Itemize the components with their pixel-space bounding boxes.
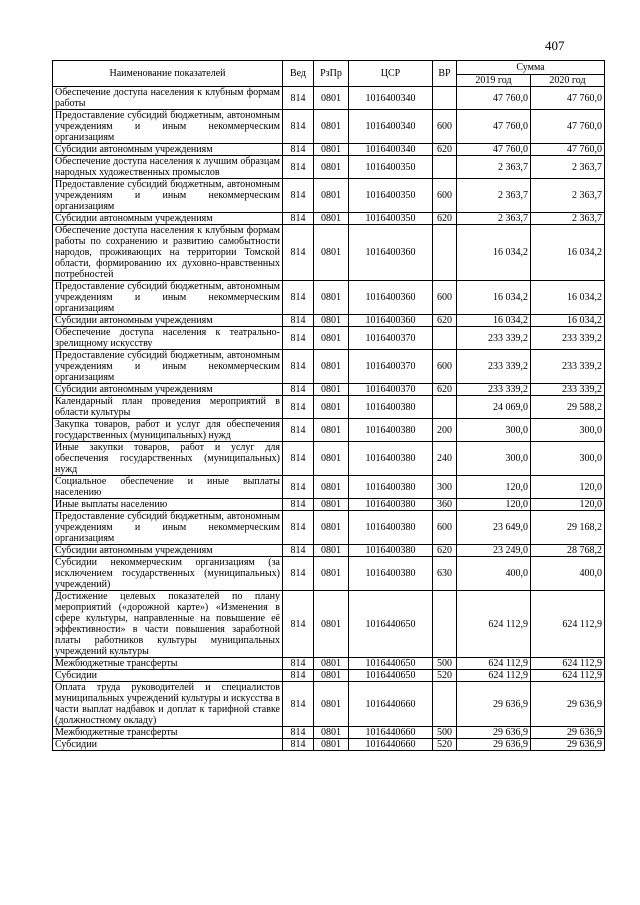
row-ved: 814 bbox=[283, 156, 314, 179]
row-csr: 1016400380 bbox=[349, 499, 433, 511]
row-csr: 1016440650 bbox=[349, 658, 433, 670]
row-name: Иные выплаты населению bbox=[53, 499, 283, 511]
table-row bbox=[53, 396, 605, 419]
row-csr: 1016400370 bbox=[349, 327, 433, 350]
row-ved: 814 bbox=[283, 476, 314, 499]
row-vr: 520 bbox=[433, 739, 457, 751]
table-body bbox=[53, 87, 605, 751]
row-name: Достижение целевых показателей по плану мероприятий («дорожной карте») «Изменения в сфере культуры, направленные на повышение её эффективности» в части повышения заработной платы работников культуры муниципальных учреждений культуры bbox=[53, 591, 283, 658]
row-csr: 1016400360 bbox=[349, 315, 433, 327]
row-sum-2020: 2 363,7 bbox=[531, 213, 605, 225]
row-rzpr: 0801 bbox=[314, 727, 349, 739]
table-row bbox=[53, 110, 605, 144]
row-name: Обеспечение доступа населения к лучшим образцам народных художественных промыслов bbox=[53, 156, 283, 179]
row-sum-2019: 24 069,0 bbox=[457, 396, 531, 419]
row-rzpr: 0801 bbox=[314, 739, 349, 751]
row-vr bbox=[433, 591, 457, 658]
row-vr bbox=[433, 156, 457, 179]
page-number: 407 bbox=[545, 38, 565, 53]
row-ved: 814 bbox=[283, 225, 314, 281]
table-row bbox=[53, 476, 605, 499]
row-sum-2020: 16 034,2 bbox=[531, 225, 605, 281]
row-name: Обеспечение доступа населения к театрально-зрелищному искусству bbox=[53, 327, 283, 350]
row-rzpr: 0801 bbox=[314, 144, 349, 156]
header-vr: ВР bbox=[433, 61, 457, 87]
row-sum-2019: 624 112,9 bbox=[457, 658, 531, 670]
row-csr: 1016400340 bbox=[349, 87, 433, 110]
row-rzpr: 0801 bbox=[314, 281, 349, 315]
table-row bbox=[53, 545, 605, 557]
row-vr: 600 bbox=[433, 179, 457, 213]
row-sum-2019: 29 636,9 bbox=[457, 682, 531, 727]
row-csr: 1016400360 bbox=[349, 281, 433, 315]
row-sum-2019: 400,0 bbox=[457, 557, 531, 591]
row-sum-2020: 624 112,9 bbox=[531, 658, 605, 670]
row-vr: 600 bbox=[433, 350, 457, 384]
row-sum-2020: 2 363,7 bbox=[531, 156, 605, 179]
row-sum-2019: 47 760,0 bbox=[457, 110, 531, 144]
row-vr bbox=[433, 225, 457, 281]
row-sum-2020: 300,0 bbox=[531, 419, 605, 442]
row-csr: 1016400380 bbox=[349, 557, 433, 591]
table-row bbox=[53, 281, 605, 315]
table-row bbox=[53, 144, 605, 156]
row-rzpr: 0801 bbox=[314, 179, 349, 213]
row-csr: 1016440660 bbox=[349, 682, 433, 727]
table-row bbox=[53, 225, 605, 281]
header-ved: Вед bbox=[283, 61, 314, 87]
row-vr bbox=[433, 87, 457, 110]
row-vr: 620 bbox=[433, 144, 457, 156]
row-name: Иные закупки товаров, работ и услуг для обеспечения государственных (муниципальных) нужд bbox=[53, 442, 283, 476]
row-rzpr: 0801 bbox=[314, 384, 349, 396]
row-sum-2019: 23 249,0 bbox=[457, 545, 531, 557]
row-csr: 1016400350 bbox=[349, 179, 433, 213]
row-sum-2019: 624 112,9 bbox=[457, 670, 531, 682]
header-name: Наименование показателей bbox=[53, 61, 283, 87]
row-csr: 1016400380 bbox=[349, 545, 433, 557]
row-name: Субсидии автономным учреждениям bbox=[53, 213, 283, 225]
row-csr: 1016400340 bbox=[349, 110, 433, 144]
header-sum: Сумма bbox=[457, 61, 605, 75]
row-rzpr: 0801 bbox=[314, 442, 349, 476]
table-row bbox=[53, 384, 605, 396]
table-row bbox=[53, 670, 605, 682]
table-row bbox=[53, 327, 605, 350]
table-row bbox=[53, 213, 605, 225]
row-vr: 500 bbox=[433, 727, 457, 739]
row-sum-2019: 300,0 bbox=[457, 442, 531, 476]
row-name: Субсидии некоммерческим организациям (за исключением государственных (муниципальных) учреждений) bbox=[53, 557, 283, 591]
row-ved: 814 bbox=[283, 350, 314, 384]
header-year-2019: 2019 год bbox=[457, 75, 531, 87]
header-rzpr: РзПр bbox=[314, 61, 349, 87]
row-sum-2020: 624 112,9 bbox=[531, 670, 605, 682]
row-sum-2020: 47 760,0 bbox=[531, 110, 605, 144]
table-row bbox=[53, 658, 605, 670]
row-vr: 600 bbox=[433, 110, 457, 144]
row-vr: 200 bbox=[433, 419, 457, 442]
row-rzpr: 0801 bbox=[314, 87, 349, 110]
row-sum-2019: 47 760,0 bbox=[457, 87, 531, 110]
row-vr: 620 bbox=[433, 315, 457, 327]
row-name: Субсидии автономным учреждениям bbox=[53, 384, 283, 396]
row-rzpr: 0801 bbox=[314, 156, 349, 179]
row-ved: 814 bbox=[283, 670, 314, 682]
row-rzpr: 0801 bbox=[314, 658, 349, 670]
row-sum-2020: 233 339,2 bbox=[531, 350, 605, 384]
row-name: Социальное обеспечение и иные выплаты населению bbox=[53, 476, 283, 499]
row-vr: 300 bbox=[433, 476, 457, 499]
row-rzpr: 0801 bbox=[314, 557, 349, 591]
row-name: Предоставление субсидий бюджетным, автономным учреждениям и иным некоммерческим организациям bbox=[53, 281, 283, 315]
table-row bbox=[53, 727, 605, 739]
row-ved: 814 bbox=[283, 511, 314, 545]
row-csr: 1016440650 bbox=[349, 591, 433, 658]
row-ved: 814 bbox=[283, 442, 314, 476]
row-rzpr: 0801 bbox=[314, 419, 349, 442]
row-name: Закупка товаров, работ и услуг для обеспечения государственных (муниципальных) нужд bbox=[53, 419, 283, 442]
row-ved: 814 bbox=[283, 419, 314, 442]
table-row bbox=[53, 156, 605, 179]
row-csr: 1016440650 bbox=[349, 670, 433, 682]
row-rzpr: 0801 bbox=[314, 350, 349, 384]
row-name: Межбюджетные трансферты bbox=[53, 658, 283, 670]
row-name: Субсидии bbox=[53, 670, 283, 682]
table-row bbox=[53, 419, 605, 442]
row-rzpr: 0801 bbox=[314, 110, 349, 144]
row-sum-2019: 233 339,2 bbox=[457, 350, 531, 384]
row-csr: 1016400350 bbox=[349, 156, 433, 179]
row-name: Календарный план проведения мероприятий в области культуры bbox=[53, 396, 283, 419]
row-ved: 814 bbox=[283, 682, 314, 727]
header-csr: ЦСР bbox=[349, 61, 433, 87]
row-sum-2020: 400,0 bbox=[531, 557, 605, 591]
row-sum-2019: 624 112,9 bbox=[457, 591, 531, 658]
row-sum-2020: 624 112,9 bbox=[531, 591, 605, 658]
row-sum-2020: 47 760,0 bbox=[531, 87, 605, 110]
header-year-2020: 2020 год bbox=[531, 75, 605, 87]
row-rzpr: 0801 bbox=[314, 396, 349, 419]
row-name: Субсидии автономным учреждениям bbox=[53, 315, 283, 327]
row-name: Предоставление субсидий бюджетным, автономным учреждениям и иным некоммерческим организациям bbox=[53, 511, 283, 545]
row-csr: 1016400360 bbox=[349, 225, 433, 281]
row-ved: 814 bbox=[283, 499, 314, 511]
row-name: Предоставление субсидий бюджетным, автономным учреждениям и иным некоммерческим организациям bbox=[53, 110, 283, 144]
row-sum-2020: 28 768,2 bbox=[531, 545, 605, 557]
row-ved: 814 bbox=[283, 384, 314, 396]
row-sum-2019: 120,0 bbox=[457, 499, 531, 511]
row-sum-2019: 16 034,2 bbox=[457, 281, 531, 315]
row-ved: 814 bbox=[283, 110, 314, 144]
budget-table bbox=[52, 60, 605, 751]
row-ved: 814 bbox=[283, 591, 314, 658]
row-sum-2019: 233 339,2 bbox=[457, 384, 531, 396]
row-ved: 814 bbox=[283, 396, 314, 419]
row-vr bbox=[433, 682, 457, 727]
row-sum-2020: 233 339,2 bbox=[531, 327, 605, 350]
row-csr: 1016400380 bbox=[349, 442, 433, 476]
row-rzpr: 0801 bbox=[314, 591, 349, 658]
row-vr: 240 bbox=[433, 442, 457, 476]
row-name: Оплата труда руководителей и специалистов муниципальных учреждений культуры и искусства в части выплат надбавок и доплат к тарифной ставке (должностному окладу) bbox=[53, 682, 283, 727]
row-sum-2020: 233 339,2 bbox=[531, 384, 605, 396]
row-sum-2019: 2 363,7 bbox=[457, 213, 531, 225]
row-csr: 1016400370 bbox=[349, 384, 433, 396]
table-row bbox=[53, 682, 605, 727]
row-csr: 1016400370 bbox=[349, 350, 433, 384]
header-row bbox=[53, 61, 605, 75]
row-sum-2020: 2 363,7 bbox=[531, 179, 605, 213]
row-csr: 1016400380 bbox=[349, 396, 433, 419]
row-rzpr: 0801 bbox=[314, 213, 349, 225]
row-rzpr: 0801 bbox=[314, 327, 349, 350]
row-sum-2019: 233 339,2 bbox=[457, 327, 531, 350]
row-sum-2019: 300,0 bbox=[457, 419, 531, 442]
table-row bbox=[53, 557, 605, 591]
row-ved: 814 bbox=[283, 87, 314, 110]
row-rzpr: 0801 bbox=[314, 499, 349, 511]
row-ved: 814 bbox=[283, 327, 314, 350]
row-ved: 814 bbox=[283, 144, 314, 156]
row-vr: 520 bbox=[433, 670, 457, 682]
row-sum-2019: 2 363,7 bbox=[457, 156, 531, 179]
row-ved: 814 bbox=[283, 727, 314, 739]
row-sum-2020: 300,0 bbox=[531, 442, 605, 476]
row-vr bbox=[433, 327, 457, 350]
row-name: Субсидии bbox=[53, 739, 283, 751]
row-name: Предоставление субсидий бюджетным, автономным учреждениям и иным некоммерческим организациям bbox=[53, 350, 283, 384]
table-row bbox=[53, 179, 605, 213]
table-row bbox=[53, 499, 605, 511]
row-csr: 1016400380 bbox=[349, 511, 433, 545]
row-sum-2019: 2 363,7 bbox=[457, 179, 531, 213]
row-ved: 814 bbox=[283, 281, 314, 315]
row-name: Предоставление субсидий бюджетным, автономным учреждениям и иным некоммерческим организациям bbox=[53, 179, 283, 213]
row-sum-2019: 29 636,9 bbox=[457, 727, 531, 739]
row-csr: 1016400350 bbox=[349, 213, 433, 225]
row-sum-2020: 29 588,2 bbox=[531, 396, 605, 419]
row-vr bbox=[433, 396, 457, 419]
row-vr: 620 bbox=[433, 213, 457, 225]
row-sum-2020: 120,0 bbox=[531, 476, 605, 499]
row-sum-2020: 120,0 bbox=[531, 499, 605, 511]
row-ved: 814 bbox=[283, 739, 314, 751]
row-vr: 600 bbox=[433, 281, 457, 315]
row-vr: 620 bbox=[433, 545, 457, 557]
table-row bbox=[53, 739, 605, 751]
row-vr: 620 bbox=[433, 384, 457, 396]
row-name: Межбюджетные трансферты bbox=[53, 727, 283, 739]
row-rzpr: 0801 bbox=[314, 682, 349, 727]
row-sum-2019: 120,0 bbox=[457, 476, 531, 499]
row-ved: 814 bbox=[283, 557, 314, 591]
row-sum-2019: 29 636,9 bbox=[457, 739, 531, 751]
row-sum-2019: 47 760,0 bbox=[457, 144, 531, 156]
row-sum-2019: 16 034,2 bbox=[457, 315, 531, 327]
row-name: Обеспечение доступа населения к клубным формам работы по сохранению и развитию самобытности народов, проживающих на территории Томской области, формированию их духовно-нравственных потребностей bbox=[53, 225, 283, 281]
row-vr: 630 bbox=[433, 557, 457, 591]
row-sum-2020: 29 636,9 bbox=[531, 682, 605, 727]
row-vr: 500 bbox=[433, 658, 457, 670]
row-sum-2019: 16 034,2 bbox=[457, 225, 531, 281]
table-row bbox=[53, 442, 605, 476]
row-ved: 814 bbox=[283, 213, 314, 225]
row-rzpr: 0801 bbox=[314, 511, 349, 545]
table-row bbox=[53, 87, 605, 110]
row-csr: 1016400380 bbox=[349, 419, 433, 442]
row-rzpr: 0801 bbox=[314, 545, 349, 557]
row-name: Субсидии автономным учреждениям bbox=[53, 545, 283, 557]
row-name: Субсидии автономным учреждениям bbox=[53, 144, 283, 156]
row-csr: 1016400380 bbox=[349, 476, 433, 499]
row-sum-2019: 23 649,0 bbox=[457, 511, 531, 545]
row-ved: 814 bbox=[283, 658, 314, 670]
table-row bbox=[53, 350, 605, 384]
row-csr: 1016400340 bbox=[349, 144, 433, 156]
row-ved: 814 bbox=[283, 315, 314, 327]
row-sum-2020: 47 760,0 bbox=[531, 144, 605, 156]
table-row bbox=[53, 315, 605, 327]
row-rzpr: 0801 bbox=[314, 670, 349, 682]
row-rzpr: 0801 bbox=[314, 225, 349, 281]
row-sum-2020: 29 636,9 bbox=[531, 739, 605, 751]
row-rzpr: 0801 bbox=[314, 476, 349, 499]
table-row bbox=[53, 511, 605, 545]
row-csr: 1016440660 bbox=[349, 727, 433, 739]
row-csr: 1016440660 bbox=[349, 739, 433, 751]
row-sum-2020: 16 034,2 bbox=[531, 281, 605, 315]
row-ved: 814 bbox=[283, 179, 314, 213]
row-rzpr: 0801 bbox=[314, 315, 349, 327]
row-ved: 814 bbox=[283, 545, 314, 557]
row-sum-2020: 29 636,9 bbox=[531, 727, 605, 739]
row-vr: 360 bbox=[433, 499, 457, 511]
row-name: Обеспечение доступа населения к клубным формам работы bbox=[53, 87, 283, 110]
row-sum-2020: 29 168,2 bbox=[531, 511, 605, 545]
table-row bbox=[53, 591, 605, 658]
row-vr: 600 bbox=[433, 511, 457, 545]
row-sum-2020: 16 034,2 bbox=[531, 315, 605, 327]
